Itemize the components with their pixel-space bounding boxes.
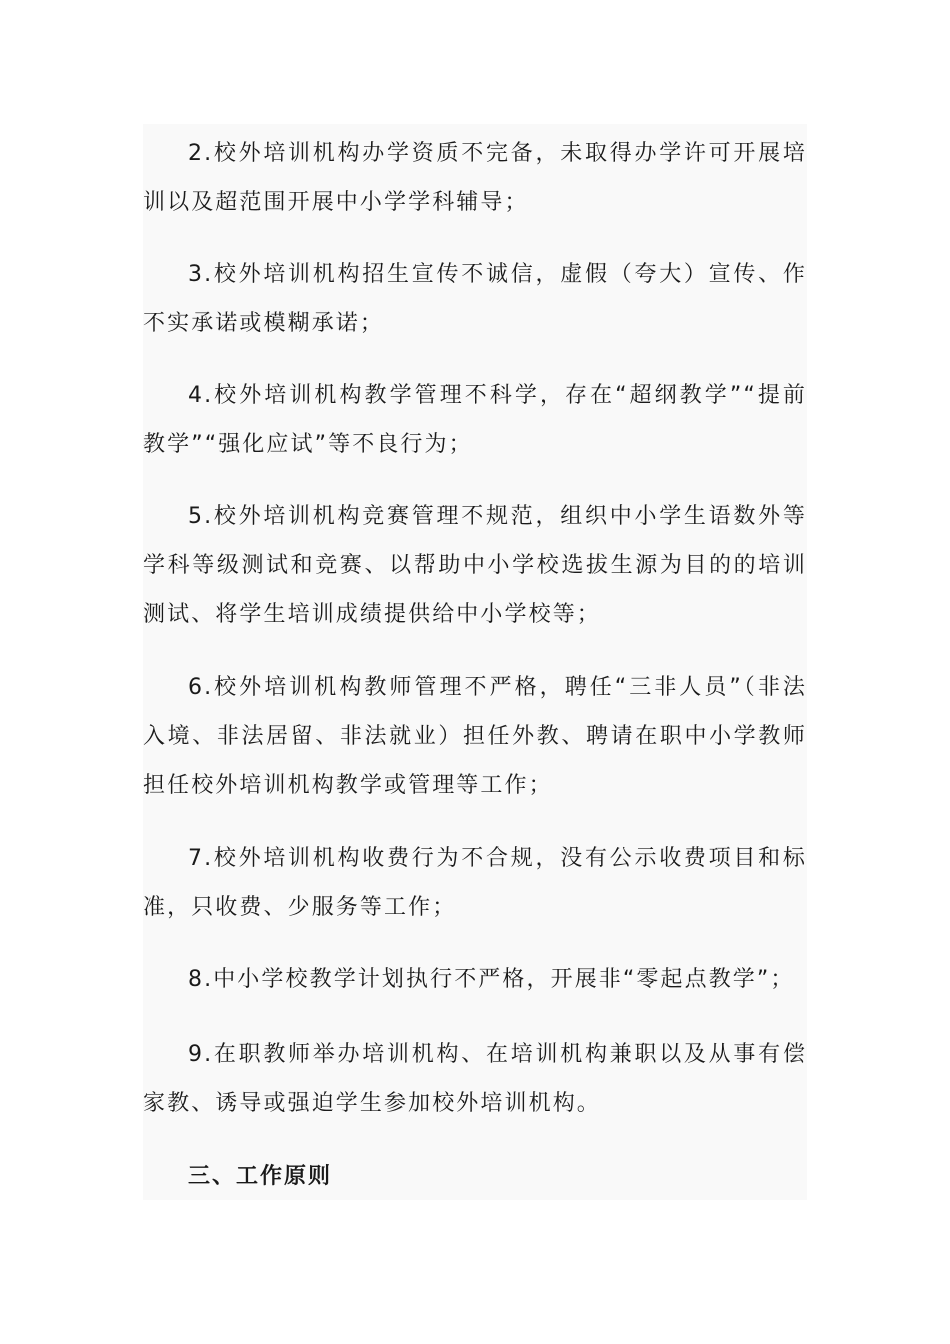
section-heading: 三、工作原则 <box>188 1164 333 1189</box>
list-item-3: 3.校外培训机构招生宣传不诚信，虚假（夸大）宣传、作不实承诺或模糊承诺； <box>143 262 807 336</box>
list-item-8: 8.中小学校教学计划执行不严格，开展非“零起点教学”； <box>188 967 795 992</box>
list-item-5: 5.校外培训机构竞赛管理不规范，组织中小学生语数外等学科等级测试和竞赛、以帮助中小学校选拔生源为目的的培训测试、将学生培训成绩提供给中小学校等； <box>143 504 807 627</box>
list-item-4: 4.校外培训机构教学管理不科学，存在“超纲教学”“提前教学”“强化应试”等不良行为； <box>143 383 807 457</box>
list-item-6: 6.校外培训机构教师管理不严格，聘任“三非人员”（非法入境、非法居留、非法就业）担任外教、聘请在职中小学教师担任校外培训机构教学或管理等工作； <box>143 675 807 798</box>
document-body <box>143 124 807 1200</box>
list-item-2: 2.校外培训机构办学资质不完备，未取得办学许可开展培训以及超范围开展中小学学科辅导； <box>143 141 807 215</box>
list-item-7: 7.校外培训机构收费行为不合规，没有公示收费项目和标准，只收费、少服务等工作； <box>143 846 807 920</box>
list-item-9: 9.在职教师举办培训机构、在培训机构兼职以及从事有偿家教、诱导或强迫学生参加校外培训机构。 <box>143 1042 807 1116</box>
